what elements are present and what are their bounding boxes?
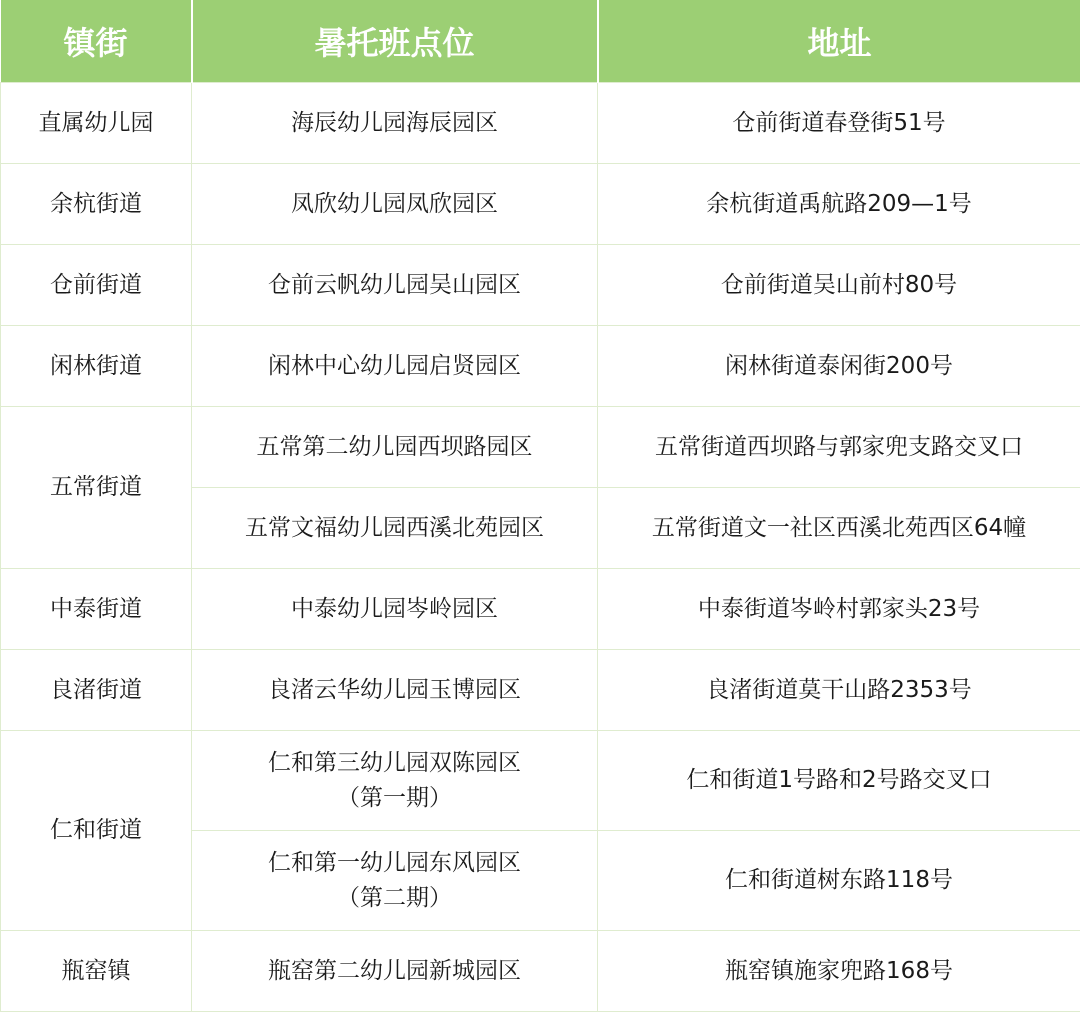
town-cell: 五常街道: [1, 407, 192, 569]
site-cell: 仓前云帆幼儿园吴山园区: [192, 245, 598, 326]
address-cell: 五常街道文一社区西溪北苑西区64幢: [598, 488, 1080, 569]
site-cell: 五常第二幼儿园西坝路园区: [192, 407, 598, 488]
header-address: 地址: [598, 0, 1080, 83]
address-cell: 仓前街道吴山前村80号: [598, 245, 1080, 326]
header-site: 暑托班点位: [192, 0, 598, 83]
address-cell: 余杭街道禹航路209—1号: [598, 164, 1080, 245]
address-cell: 仁和街道树东路118号: [598, 831, 1080, 931]
table-row: [1, 245, 1080, 326]
address-cell: 良渚街道莫干山路2353号: [598, 650, 1080, 731]
site-cell: [192, 731, 598, 831]
table-row: [1, 164, 1080, 245]
address-cell: 五常街道西坝路与郭家兜支路交叉口: [598, 407, 1080, 488]
table-row: [1, 326, 1080, 407]
site-name: 仁和第一幼儿园东风园区: [268, 849, 521, 876]
table-row: [1, 650, 1080, 731]
site-cell: 中泰幼儿园岑岭园区: [192, 569, 598, 650]
town-cell: 闲林街道: [1, 326, 192, 407]
site-cell: 海辰幼儿园海辰园区: [192, 83, 598, 164]
address-cell: 瓶窑镇施家兜路168号: [598, 931, 1080, 1012]
town-cell: 余杭街道: [1, 164, 192, 245]
table-row: [1, 569, 1080, 650]
town-cell: 直属幼儿园: [1, 83, 192, 164]
site-phase-note: （第二期）: [337, 884, 452, 911]
town-cell: 良渚街道: [1, 650, 192, 731]
town-cell: 仓前街道: [1, 245, 192, 326]
town-cell: 仁和街道: [1, 731, 192, 931]
town-cell: 中泰街道: [1, 569, 192, 650]
site-cell: 凤欣幼儿园凤欣园区: [192, 164, 598, 245]
site-cell: 良渚云华幼儿园玉博园区: [192, 650, 598, 731]
site-cell: 闲林中心幼儿园启贤园区: [192, 326, 598, 407]
table-row: [1, 407, 1080, 488]
site-cell: 瓶窑第二幼儿园新城园区: [192, 931, 598, 1012]
address-cell: 仓前街道春登街51号: [598, 83, 1080, 164]
site-phase-note: （第一期）: [337, 784, 452, 811]
town-cell: 瓶窑镇: [1, 931, 192, 1012]
table-row: [1, 731, 1080, 831]
table-row: [1, 83, 1080, 164]
address-cell: 闲林街道泰闲街200号: [598, 326, 1080, 407]
site-cell: 五常文福幼儿园西溪北苑园区: [192, 488, 598, 569]
site-cell: [192, 831, 598, 931]
site-name: 仁和第三幼儿园双陈园区: [268, 749, 521, 776]
address-cell: 仁和街道1号路和2号路交叉口: [598, 731, 1080, 831]
header-row: [1, 0, 1080, 83]
header-town: 镇街: [1, 0, 192, 83]
address-cell: 中泰街道岑岭村郭家头23号: [598, 569, 1080, 650]
table-row: [1, 931, 1080, 1012]
